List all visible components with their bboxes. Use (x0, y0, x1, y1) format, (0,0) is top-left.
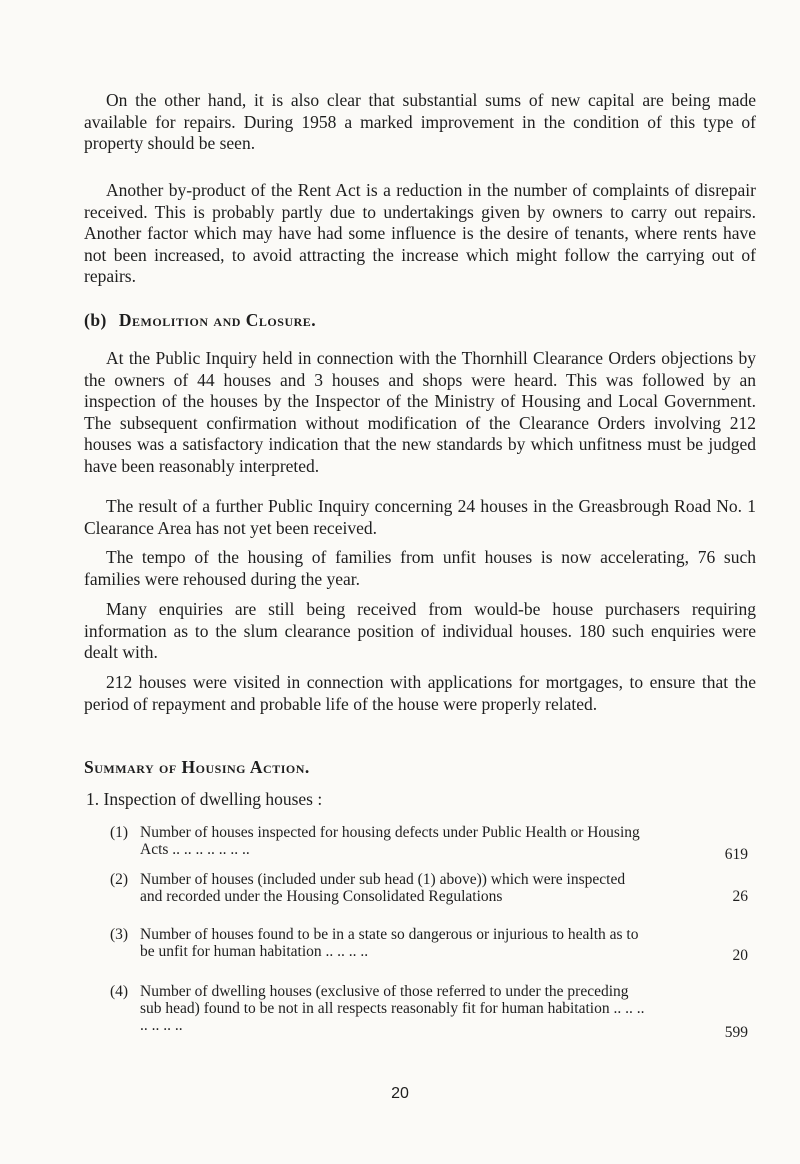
summary-heading: Summary of Housing Action. (84, 757, 310, 777)
item-text: Number of houses inspected for housing defects under Public Health or Housing Acts .. .. .. .. .. .. .. (140, 824, 640, 858)
section-heading-demolition (84, 310, 316, 331)
summary-item (110, 926, 760, 966)
paragraph-rehousing-tempo: The tempo of the housing of families from unfit houses is now accelerating, 76 such families were rehoused during the year. (84, 547, 756, 589)
item-number: (1) (110, 824, 129, 841)
paragraph-thornhill-inquiry: At the Public Inquiry held in connection with the Thornhill Clearance Orders objections by the owners of 44 houses and 3 houses and shops were heard. This was followed by an inspection of the houses by the Inspector of the Ministry of Housing and Local Government. The subsequent confirmation without modification of the Clearance Orders involving 212 houses was a satisfactory indication that the new standards by which unfitness must be judged have been reasonably interpreted. (84, 348, 756, 476)
item-value: 619 (724, 846, 748, 863)
item-text: Number of dwelling houses (exclusive of those referred to under the preceding sub head) found to be not in all respects reasonably fit for human habitation .. .. .. .. .. .. .. (140, 983, 645, 1034)
page-number: 20 (391, 1085, 409, 1102)
section-label: (b) (84, 310, 107, 330)
paragraph-rent-act: Another by-product of the Rent Act is a reduction in the number of complaints of disrepair received. This is probably partly due to undertakings given by owners to carry out repairs. Another factor which may have had some influence is the desire of tenants, where rents have not been increased, to avoid attracting the increase which might follow the carrying out of repairs. (84, 180, 756, 287)
paragraph-greasbrough-inquiry: The result of a further Public Inquiry concerning 24 houses in the Greasbrough Road No. 1 Clearance Area has not yet been received. (84, 496, 756, 538)
item-value: 599 (724, 1024, 748, 1041)
item-number: (2) (110, 871, 129, 888)
paragraph-enquiries: Many enquiries are still being received from would-be house purchasers requiring information as to the slum clearance position of individual houses. 180 such enquiries were dealt with. (84, 599, 756, 663)
item-number: (4) (110, 983, 129, 1000)
item-text: Number of houses found to be in a state so dangerous or injurious to health as to be unfit for human habitation .. .. .. .. (140, 926, 639, 960)
item-text: Number of houses (included under sub head (1) above)) which were inspected and recorded under the Housing Consolidated Regulations (140, 871, 626, 905)
paragraph-repairs-capital: On the other hand, it is also clear that substantial sums of new capital are being made available for repairs. During 1958 a marked improvement in the condition of this type of property should be seen. (84, 90, 756, 154)
item-value: 20 (732, 947, 748, 964)
item-number: (3) (110, 926, 129, 943)
inspection-subheading: 1. Inspection of dwelling houses : (86, 789, 323, 809)
section-title: Demolition and Closure. (118, 310, 317, 330)
summary-item (110, 983, 760, 1043)
summary-item (110, 824, 760, 864)
item-value: 26 (732, 888, 748, 905)
paragraph-mortgages: 212 houses were visited in connection with applications for mortgages, to ensure that the period of repayment and probable life of the house were properly related. (84, 672, 756, 714)
summary-item (110, 871, 760, 911)
